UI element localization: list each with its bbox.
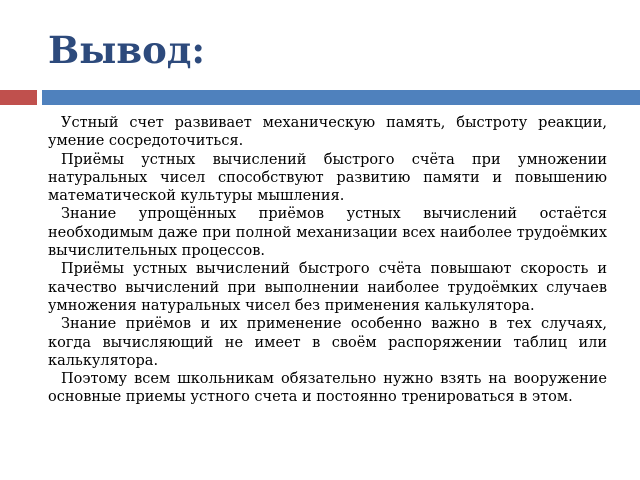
accent-bar-red [0,90,37,105]
accent-bar-blue [42,90,640,105]
paragraph: Устный счет развивает механическую память, быстроту реакции, умение сосредоточиться. [48,115,607,150]
paragraph: Знание упрощённых приёмов устных вычислений остаётся необходимым даже при полной механизации всех наиболее трудоёмких вычислительных процессов. [48,206,607,260]
paragraph: Приёмы устных вычислений быстрого счёта при умножении натуральных чисел способствуют развитию памяти и повышению математической культуры мышления. [48,151,607,205]
paragraph: Приёмы устных вычислений быстрого счёта повышают скорость и качество вычислений при выполнении наиболее трудоёмких случаев умножения натуральных чисел без применения калькулятора. [48,261,607,314]
paragraph: Поэтому всем школьникам обязательно нужно взять на вооружение основные приемы устного счета и постоянно тренироваться в этом. [48,371,607,406]
paragraph: Знание приёмов и их применение особенно важно в тех случаях, когда вычисляющий не имеет в своём распоряжении таблиц или калькулятора. [48,316,607,369]
slide-title: Вывод: [48,28,206,72]
slide-body [48,114,607,407]
